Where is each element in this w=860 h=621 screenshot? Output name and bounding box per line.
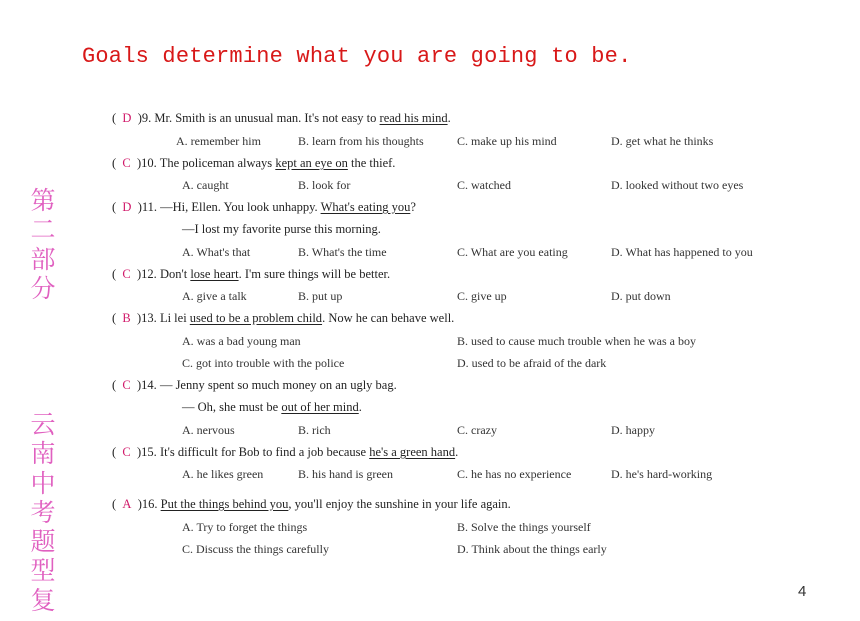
question-stem: ( C )15. It's difficult for Bob to find a job because he's a green hand.	[112, 445, 459, 459]
side-char: 分	[30, 273, 56, 303]
side-char: 南	[30, 439, 56, 469]
question-stem: ( C )12. Don't lose heart. I'm sure things will be better.	[112, 267, 391, 281]
side-char: 第	[30, 186, 56, 215]
answer-letter: C	[122, 267, 131, 281]
option: C. What are you eating	[457, 245, 568, 259]
option: D. put down	[611, 289, 671, 303]
stem-text: .	[358, 400, 362, 414]
option: D. used to be afraid of the dark	[457, 356, 607, 370]
stem-text: — Oh, she must be	[182, 400, 282, 414]
question-stem: ( D )11. —Hi, Ellen. You look unhappy. What's eating you?	[112, 200, 416, 214]
option: C. give up	[457, 289, 507, 303]
side-char: 考	[30, 497, 56, 527]
option: D. Think about the things early	[457, 542, 607, 556]
option: B. his hand is green	[298, 467, 393, 481]
stem-second-line	[182, 400, 362, 415]
question-number: )10.	[137, 156, 157, 170]
answer-letter: C	[122, 445, 131, 459]
question-number: )9.	[137, 111, 152, 125]
side-char: 部	[30, 244, 56, 274]
option: B. used to cause much trouble when he was a boy	[457, 334, 696, 348]
option: C. make up his mind	[457, 134, 557, 148]
option: A. Try to forget the things	[182, 520, 308, 534]
stem-text: . Now he can behave well.	[322, 311, 455, 325]
option: D. he's hard-working	[611, 467, 713, 481]
option: B. learn from his thoughts	[298, 134, 424, 148]
option: D. happy	[611, 423, 655, 437]
question-stem: ( A )16. Put the things behind you, you'll enjoy the sunshine in your life again.	[112, 497, 511, 511]
question-number: )16.	[137, 497, 158, 511]
question-stem: ( C )10. The policeman always kept an eye on the thief.	[112, 156, 396, 170]
stem-text: ?	[410, 200, 416, 214]
option: B. What's the time	[298, 245, 387, 259]
option: C. crazy	[457, 423, 497, 437]
option: D. What has happened to you	[611, 245, 753, 259]
underlined-phrase: Put the things behind you	[160, 497, 289, 511]
stem-text: Li lei	[159, 311, 190, 325]
underlined-phrase: kept an eye on	[275, 156, 348, 170]
question-stem: ( D )9. Mr. Smith is an unusual man. It's not easy to read his mind.	[112, 111, 451, 125]
side-char: 型	[30, 556, 56, 586]
side-char: 题	[30, 527, 56, 557]
stem-text: Mr. Smith is an unusual man. It's not easy to	[154, 111, 380, 125]
answer-letter: C	[122, 156, 131, 170]
answer-letter: B	[122, 311, 131, 325]
underlined-phrase: What's eating you	[320, 200, 411, 214]
side-char: 二	[30, 215, 56, 245]
option: C. he has no experience	[457, 467, 572, 481]
question-number: )12.	[137, 267, 157, 281]
stem-text: It's difficult for Bob to find a job because	[159, 445, 370, 459]
stem-text: .	[447, 111, 451, 125]
underlined-phrase: read his mind	[379, 111, 448, 125]
stem-text: — Jenny spent so much money on an ugly bag.	[159, 378, 397, 392]
underlined-phrase: lose heart	[190, 267, 239, 281]
option: C. Discuss the things carefully	[182, 542, 329, 556]
option: B. put up	[298, 289, 343, 303]
page-number: 4	[798, 583, 807, 600]
stem-text: The policeman always	[159, 156, 276, 170]
option: A. remember him	[176, 134, 261, 148]
option: D. looked without two eyes	[611, 178, 744, 192]
option: A. What's that	[182, 245, 251, 259]
option: C. watched	[457, 178, 511, 192]
option: B. Solve the things yourself	[457, 520, 591, 534]
underlined-phrase: he's a green hand	[369, 445, 456, 459]
option: A. he likes green	[182, 467, 264, 481]
question-stem: ( C )14. — Jenny spent so much money on an ugly bag.	[112, 378, 397, 392]
option: A. nervous	[182, 423, 235, 437]
side-label-topic	[28, 410, 58, 615]
stem-text: Don't	[159, 267, 191, 281]
option: A. was a bad young man	[182, 334, 301, 348]
answer-letter: A	[122, 497, 132, 511]
stem-text: , you'll enjoy the sunshine in your life again.	[288, 497, 511, 511]
option: C. got into trouble with the police	[182, 356, 345, 370]
answer-letter: D	[122, 111, 132, 125]
answer-letter: D	[122, 200, 132, 214]
option: D. get what he thinks	[611, 134, 714, 148]
underlined-phrase: used to be a problem child	[189, 311, 323, 325]
stem-second-line: —I lost my favorite purse this morning.	[182, 222, 381, 236]
stem-text: the thief.	[347, 156, 396, 170]
answer-letter: C	[122, 378, 131, 392]
side-label-part	[28, 186, 58, 303]
option: A. give a talk	[182, 289, 247, 303]
underlined-phrase: out of her mind	[281, 400, 359, 414]
side-char: 中	[30, 468, 56, 498]
option: B. look for	[298, 178, 351, 192]
question-number: )11.	[137, 200, 158, 214]
stem-text: .	[455, 445, 459, 459]
stem-text: —Hi, Ellen. You look unhappy.	[160, 200, 321, 214]
question-number: )15.	[137, 445, 157, 459]
option: B. rich	[298, 423, 331, 437]
question-number: )14.	[137, 378, 157, 392]
stem-text: . I'm sure things will be better.	[238, 267, 391, 281]
side-char: 复	[30, 585, 56, 615]
page-title: Goals determine what you are going to be.	[82, 44, 632, 69]
question-number: )13.	[137, 311, 157, 325]
option: A. caught	[182, 178, 229, 192]
question-stem: ( B )13. Li lei used to be a problem child. Now he can behave well.	[112, 311, 455, 325]
side-char: 云	[30, 410, 56, 439]
